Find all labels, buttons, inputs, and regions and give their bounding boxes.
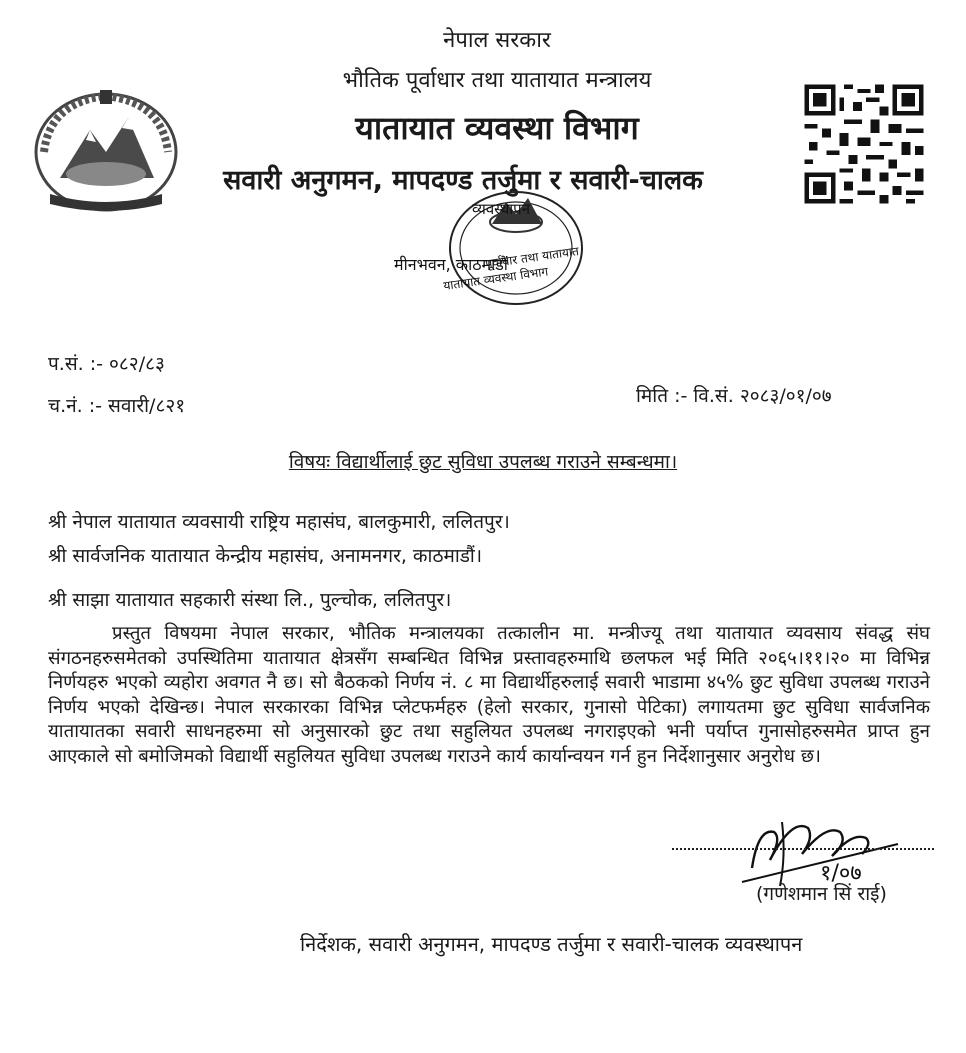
header-department: यातायात व्यवस्था विभाग (355, 109, 639, 147)
official-stamp (390, 184, 600, 334)
signature-line (672, 848, 934, 850)
letter-body: प्रस्तुत विषयमा नेपाल सरकार, भौतिक मन्त्रालयका तत्कालीन मा. मन्त्रीज्यू तथा यातायात व्यवसाय संवद्ध संघ संगठनहरुसमेतको उपस्थितिमा यातायात क्षेत्रसँग सम्बन्धित विभिन्न प्रस्तावहरुमाथि छलफल भई मिति २०६५।११।२० मा विभिन्न निर्णयहरु भएको व्यहोरा अवगत नै छ। सो बैठकको निर्णय नं. ८ मा विद्यार्थीहरुलाई सवारी भाडामा ४५% छुट सुविधा उपलब्ध गराउने निर्णय भएको देखिन्छ। नेपाल सरकारका विभिन्न प्लेटफर्महरु (हेलो सरकार, गुनासो पेटिका) लगायतमा छुट सुविधा सार्वजनिक यातायातका सवारी साधनहरुमा सो अनुसारको छुट तथा सहुलियत उपलब्ध नगराइएको भनी पर्याप्त गुनासोहरुसमेत प्राप्त हुन आएकाले सो बमोजिमको विद्यार्थी सहुलियत सुविधा उपलब्ध गराउने कार्य कार्यान्वयन गर्न हुन निर्देशानुसार अनुरोध छ। (48, 623, 930, 767)
signer-designation: निर्देशक, सवारी अनुगमन, मापदण्ड तर्जुमा र सवारी-चालक व्यवस्थापन (300, 932, 803, 956)
handwritten-signature (722, 798, 912, 890)
addressee-1: श्री नेपाल यातायात व्यवसायी राष्ट्रिय महासंघ, बालकुमारी, ललितपुर। (48, 511, 510, 533)
addressee-3: श्री साझा यातायात सहकारी संस्था लि., पुल्चोक, ललितपुर। (48, 589, 452, 611)
header-section: सवारी अनुगमन, मापदण्ड तर्जुमा र सवारी-चालक (223, 165, 703, 196)
subject-line (0, 448, 966, 474)
letter-date: मिति :- वि.सं. २०८३/०१/०७ (636, 385, 832, 407)
stamp-line-4: मीनभवन, काठमाडौं (394, 255, 508, 274)
signer-name: (गणेशमान सिं राई) (756, 883, 887, 905)
qr-code-icon (800, 80, 928, 208)
stamp-line-1: व्यवस्थापन (472, 200, 531, 218)
addressee-2: श्री सार्वजनिक यातायात केन्द्रीय महासंघ, अनामनगर, काठमाडौं। (48, 545, 483, 567)
subject-text: विषयः विद्यार्थीलाई छुट सुविधा उपलब्ध गराउने सम्बन्धमा। (288, 451, 678, 473)
dispatch-number: च.नं. :- सवारी/८२१ (48, 395, 186, 417)
header-ministry: भौतिक पूर्वाधार तथा यातायात मन्त्रालय (342, 68, 652, 93)
signature-date: १/०७ (820, 861, 862, 886)
stamp-line-3: यातायात व्यवस्था विभाग (442, 264, 549, 293)
stamp-line-2: पूर्वाधार तथा यातायात (484, 244, 580, 271)
header-government: नेपाल सरकार (443, 28, 551, 53)
letter-reference-number: प.सं. :- ०८२/८३ (48, 353, 165, 375)
